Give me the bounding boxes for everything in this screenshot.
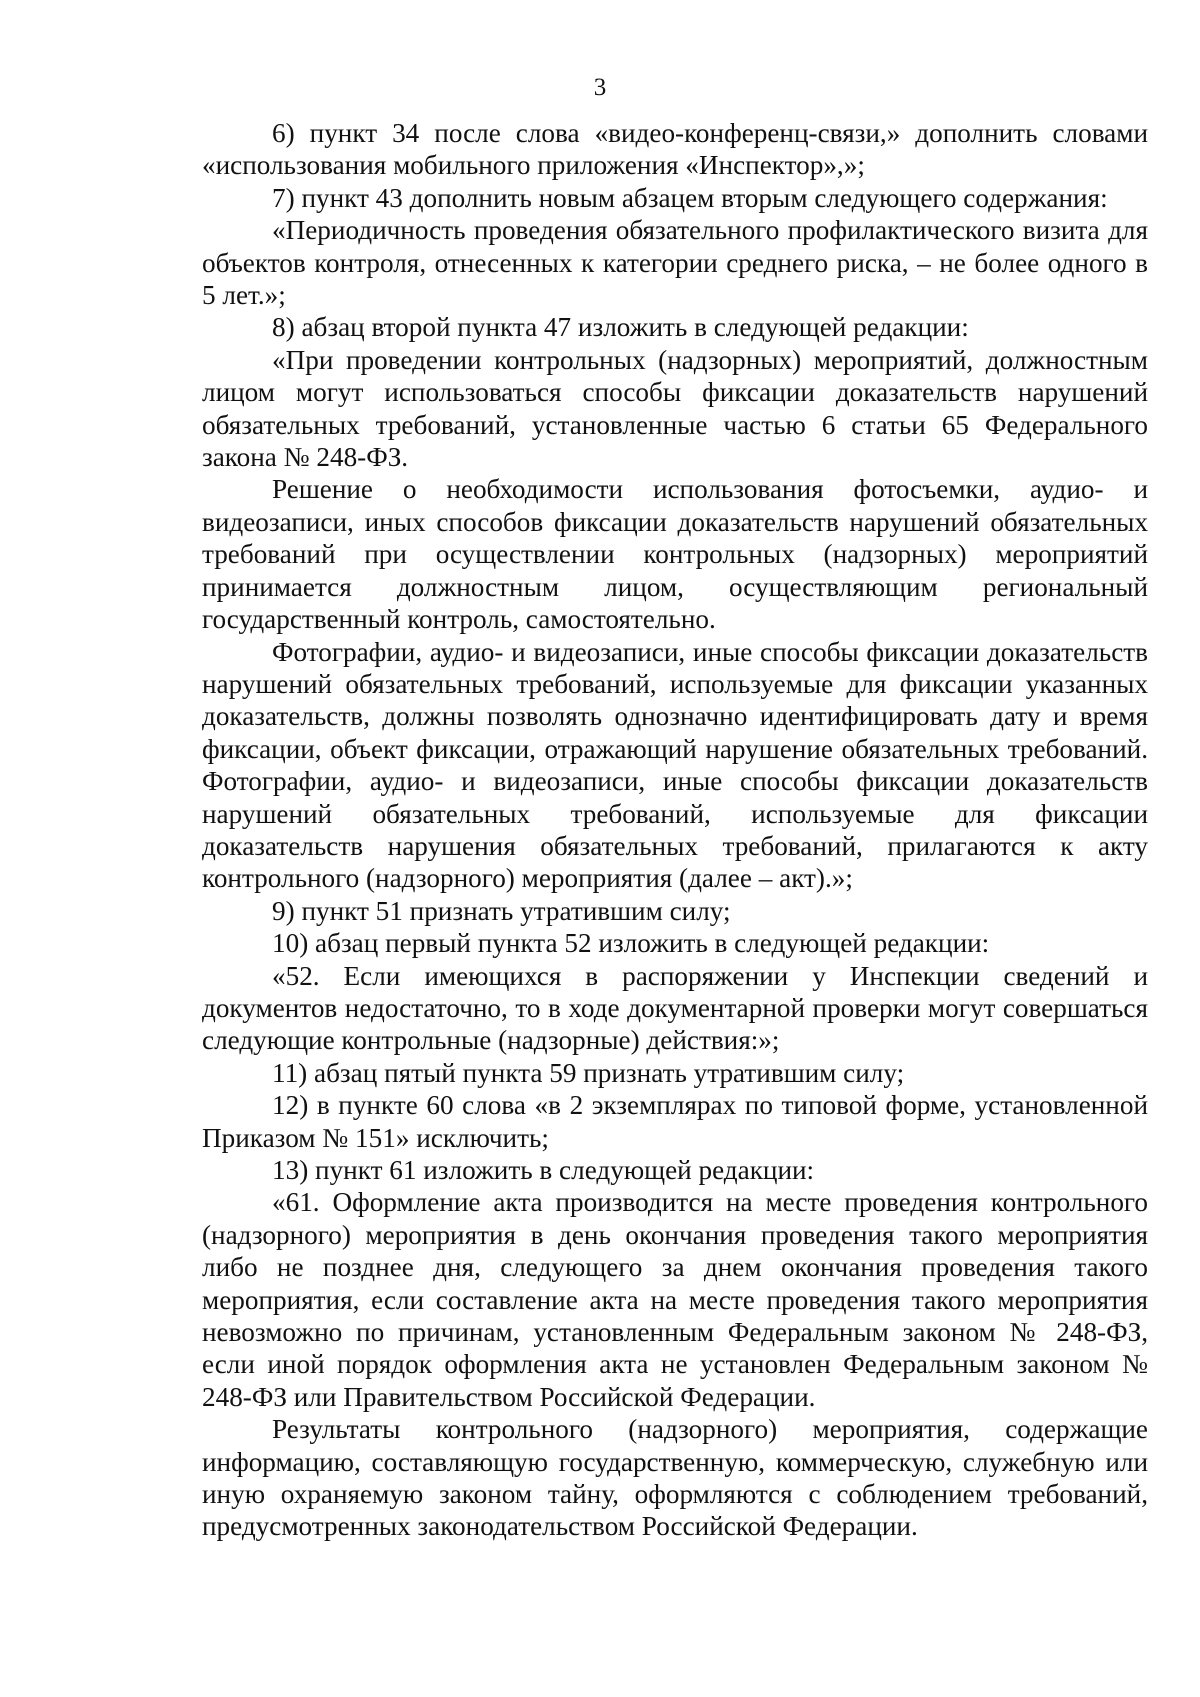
page-number: 3 — [593, 74, 607, 101]
paragraph-item-9: 9) пункт 51 признать утратившим силу; — [272, 895, 731, 926]
paragraph-item-10: 10) абзац первый пункта 52 изложить в следующей редакции: — [272, 928, 990, 959]
paragraph-item-7: 7) пункт 43 дополнить новым абзацем вторым следующего содержания: — [272, 182, 1108, 213]
paragraph-item-11: 11) абзац пятый пункта 59 признать утратившим силу; — [272, 1057, 905, 1088]
paragraph-item-6: 6) пункт 34 после слова «видео-конференц-связи,» дополнить словами «использования мобильного приложения «Инспектор»,»; — [202, 118, 1148, 181]
paragraph-results: Результаты контрольного (надзорного) мероприятия, содержащие информацию, составляющую государственную, коммерческую, служебную или иную охраняемую законом тайну, оформляются с соблюдением требований, предусмотренных законодательством Российской Федерации. — [202, 1414, 1148, 1542]
paragraph-photographs: Фотографии, аудио- и видеозаписи, иные способы фиксации доказательств нарушений обязательных требований, используемые для фиксации указанных доказательств, должны позволять однозначно идентифицировать дату и время фиксации, объект фиксации, отражающий нарушение обязательных требований. Фотографии, аудио- и видеозаписи, иные способы фиксации доказательств нарушений обязательных требований, используемые для фиксации доказательств нарушения обязательных требований, прилагаются к акту контрольного (надзорного) мероприятия (далее – акт).»; — [202, 636, 1148, 894]
document-body — [202, 117, 1148, 1543]
paragraph-quote-52: «52. Если имеющихся в распоряжении у Инспекции сведений и документов недостаточно, то в ходе документарной проверки могут совершаться следующие контрольные (надзорные) действия:»; — [202, 960, 1148, 1056]
paragraph-quote-61: «61. Оформление акта производится на месте проведения контрольного (надзорного) мероприятия в день окончания проведения такого мероприятия либо не позднее дня, следующего за днем окончания проведения такого мероприятия, если составление акта на месте проведения такого мероприятия невозможно по причинам, установленным Федеральным законом № 248-ФЗ, если иной порядок оформления акта не установлен Федеральным законом № 248-ФЗ или Правительством Российской Федерации. — [202, 1187, 1148, 1412]
paragraph-quote-fixation-methods: «При проведении контрольных (надзорных) мероприятий, должностным лицом могут использоваться способы фиксации доказательств нарушений обязательных требований, установленные частью 6 статьи 65 Федерального закона № 248-ФЗ. — [202, 344, 1148, 473]
paragraph-decision-fixation: Решение о необходимости использования фотосъемки, аудио- и видеозаписи, иных способов фиксации доказательств нарушений обязательных требований при осуществлении контрольных (надзорных) мероприятий принимается должностным лицом, осуществляющим региональный государственный контроль, самостоятельно. — [202, 474, 1148, 635]
paragraph-item-13: 13) пункт 61 изложить в следующей редакции: — [272, 1155, 815, 1185]
paragraph-item-12: 12) в пункте 60 слова «в 2 экземплярах по типовой форме, установленной Приказом № 151» исключить; — [202, 1090, 1148, 1153]
paragraph-quote-periodicity: «Периодичность проведения обязательного профилактического визита для объектов контроля, отнесенных к категории среднего риска, – не более одного в 5 лет.»; — [202, 215, 1148, 311]
paragraph-item-8: 8) абзац второй пункта 47 изложить в следующей редакции: — [272, 312, 969, 343]
